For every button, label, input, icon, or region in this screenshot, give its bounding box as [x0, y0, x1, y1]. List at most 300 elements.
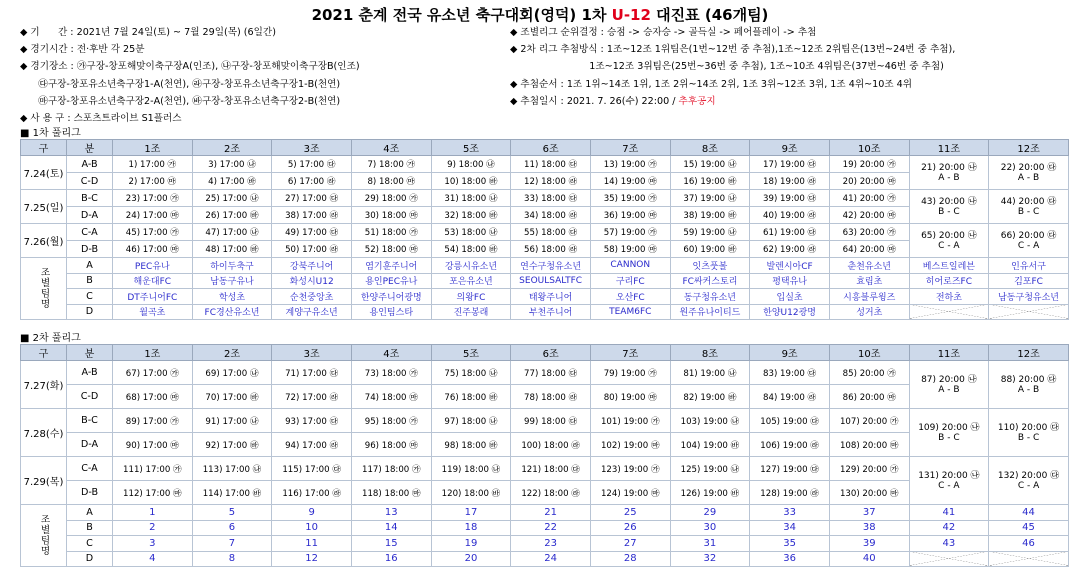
- header-group-2: 2조: [192, 140, 272, 156]
- match-cell: 119) 18:00 ㉯: [431, 457, 511, 481]
- match-cell: 41) 20:00 ㉮: [829, 190, 909, 207]
- slot-number: 12: [272, 551, 352, 567]
- section-stage2-title: ■ 2차 풀리그: [20, 333, 81, 344]
- match-cell: 101) 19:00 ㉮: [590, 409, 670, 433]
- match-cell: 76) 18:00 ㉳: [431, 385, 511, 409]
- match-cell-combined: [909, 409, 989, 457]
- match-cell: 13) 19:00 ㉮: [590, 156, 670, 173]
- header-group-7: 7조: [590, 345, 670, 361]
- match-cell: 8) 18:00 ㉲: [351, 173, 431, 190]
- slot-number: 36: [750, 551, 830, 567]
- slot-row: [21, 520, 1069, 536]
- team-name: 남동구청유소년: [989, 289, 1069, 305]
- match-cell: 63) 20:00 ㉮: [829, 224, 909, 241]
- match-cell-combined: [909, 156, 989, 190]
- header-group-4: 4조: [351, 140, 431, 156]
- info-right: [510, 24, 955, 110]
- match-cell-combined: [989, 409, 1069, 457]
- match-cell: 30) 18:00 ㉲: [351, 207, 431, 224]
- match-cell: 85) 20:00 ㉮: [829, 361, 909, 385]
- team-name: 구리FC: [590, 273, 670, 289]
- match-cell: 98) 18:00 ㉳: [431, 433, 511, 457]
- match-cell: 48) 17:00 ㉳: [192, 241, 272, 258]
- match-cell: 29) 18:00 ㉮: [351, 190, 431, 207]
- stage1-table: [20, 139, 1069, 320]
- info-left: [20, 24, 360, 127]
- match-cell: 86) 20:00 ㉲: [829, 385, 909, 409]
- match-cell: 47) 17:00 ㉯: [192, 224, 272, 241]
- empty-slot: [909, 551, 989, 567]
- team-name: DT주니어FC: [113, 289, 193, 305]
- match-cell: 113) 17:00 ㉯: [192, 457, 272, 481]
- header-group-2: 2조: [192, 345, 272, 361]
- slot-number: 4: [113, 551, 193, 567]
- draw-date-line: [510, 93, 955, 110]
- section-stage1-title: ■ 1차 풀리그: [20, 128, 81, 139]
- slot-number: 32: [670, 551, 750, 567]
- header-gu: 구: [21, 345, 67, 361]
- date-cell: 7.29(목): [21, 457, 67, 505]
- header-group-10: 10조: [829, 345, 909, 361]
- match-cell: 53) 18:00 ㉯: [431, 224, 511, 241]
- match-cell: 32) 18:00 ㉳: [431, 207, 511, 224]
- date-cell: 7.25(일): [21, 190, 67, 224]
- match-time: 65) 20:00 ㉯: [921, 230, 977, 241]
- slot-number: 2: [113, 520, 193, 536]
- match-cell: 37) 19:00 ㉯: [670, 190, 750, 207]
- match-cell: 56) 18:00 ㉱: [511, 241, 591, 258]
- match-row: [21, 156, 1069, 173]
- match-cell-combined: [909, 190, 989, 224]
- slot-number: 31: [670, 536, 750, 552]
- match-cell: 114) 17:00 ㉳: [192, 481, 272, 505]
- team-name: 부천주니어: [511, 304, 591, 320]
- match-cell: 92) 17:00 ㉳: [192, 433, 272, 457]
- match-cell: 4) 17:00 ㉳: [192, 173, 272, 190]
- match-cell: 102) 19:00 ㉲: [590, 433, 670, 457]
- team-name: 김포FC: [989, 273, 1069, 289]
- slot-number: 37: [829, 505, 909, 521]
- match-cell: 125) 19:00 ㉯: [670, 457, 750, 481]
- match-cell: 68) 17:00 ㉲: [113, 385, 193, 409]
- slot-number: 15: [351, 536, 431, 552]
- match-cell: 122) 18:00 ㉱: [511, 481, 591, 505]
- match-cell: 26) 17:00 ㉳: [192, 207, 272, 224]
- match-cell: 124) 19:00 ㉲: [590, 481, 670, 505]
- match-cell: 75) 18:00 ㉯: [431, 361, 511, 385]
- info-line: ㉲구장-창포유소년축구장2-A(천연), ㉳구장-창포유소년축구장2-B(천연): [20, 95, 341, 107]
- date-cell: 7.28(수): [21, 409, 67, 457]
- match-cell: 35) 19:00 ㉮: [590, 190, 670, 207]
- match-cell-combined: [989, 224, 1069, 258]
- stage2-table: [20, 344, 1069, 567]
- slot-number: 45: [989, 520, 1069, 536]
- match-row: [21, 190, 1069, 207]
- pair-cell: D-B: [67, 481, 113, 505]
- match-cell: 11) 18:00 ㉰: [511, 156, 591, 173]
- match-cell: 105) 19:00 ㉰: [750, 409, 830, 433]
- match-cell: 120) 18:00 ㉳: [431, 481, 511, 505]
- match-cell: 42) 20:00 ㉲: [829, 207, 909, 224]
- team-name: 인유서구: [989, 258, 1069, 274]
- slot-number: 39: [829, 536, 909, 552]
- slot-number: 23: [511, 536, 591, 552]
- pair-cell: D-A: [67, 433, 113, 457]
- date-cell: 7.26(월): [21, 224, 67, 258]
- match-cell: 108) 20:00 ㉲: [829, 433, 909, 457]
- match-pair: C - A: [938, 480, 960, 491]
- row-key: C: [67, 536, 113, 552]
- match-pair: A - B: [938, 384, 960, 395]
- row-key: B: [67, 520, 113, 536]
- match-cell: 39) 19:00 ㉰: [750, 190, 830, 207]
- match-cell: 49) 17:00 ㉰: [272, 224, 352, 241]
- match-pair: A - B: [1017, 384, 1040, 395]
- info-line: ◆ 경기장소 : ㉮구장-창포해맞이축구장A(인조), ㉯구장-창포해맞이축구장B(인조): [20, 61, 360, 73]
- match-cell: 93) 17:00 ㉰: [272, 409, 352, 433]
- match-time: 88) 20:00 ㉰: [1000, 374, 1057, 385]
- team-name: SEOULSALTFC: [511, 273, 591, 289]
- team-name: CANNON: [590, 258, 670, 274]
- team-name: 학성초: [192, 289, 272, 305]
- header-group-6: 6조: [511, 345, 591, 361]
- header-group-5: 5조: [431, 140, 511, 156]
- row-key: D: [67, 551, 113, 567]
- match-cell: 5) 17:00 ㉰: [272, 156, 352, 173]
- match-cell: 77) 18:00 ㉰: [511, 361, 591, 385]
- team-name: 베스트일레븐: [909, 258, 989, 274]
- match-cell: 57) 19:00 ㉮: [590, 224, 670, 241]
- team-name: 한양U12광명: [750, 304, 830, 320]
- slot-number: 1: [113, 505, 193, 521]
- match-cell: 61) 19:00 ㉰: [750, 224, 830, 241]
- match-cell: 34) 18:00 ㉱: [511, 207, 591, 224]
- match-cell: 59) 19:00 ㉯: [670, 224, 750, 241]
- team-name: FC경산유소년: [192, 304, 272, 320]
- pair-cell: C-A: [67, 457, 113, 481]
- match-cell-combined: [909, 457, 989, 505]
- slot-number: 28: [590, 551, 670, 567]
- slot-number: 21: [511, 505, 591, 521]
- match-time: 43) 20:00 ㉯: [921, 196, 977, 207]
- match-cell: 54) 18:00 ㉳: [431, 241, 511, 258]
- info-line: ◆ 2차 리그 추첨방식 : 1조~12조 1위팀은(1번~12번 중 추첨),1조~12조 2위팀은(13번~24번 중 추첨),: [510, 44, 956, 56]
- match-cell: 25) 17:00 ㉯: [192, 190, 272, 207]
- title-age-group: U-12: [611, 6, 651, 24]
- empty-slot: [989, 304, 1069, 320]
- header-group-3: 3조: [272, 345, 352, 361]
- match-cell: 81) 19:00 ㉯: [670, 361, 750, 385]
- match-cell: 62) 19:00 ㉱: [750, 241, 830, 258]
- match-cell: 36) 19:00 ㉲: [590, 207, 670, 224]
- slot-number: 17: [431, 505, 511, 521]
- pair-cell: B-C: [67, 190, 113, 207]
- match-cell: 111) 17:00 ㉮: [113, 457, 193, 481]
- slot-number: 33: [750, 505, 830, 521]
- team-name: 포은유소년: [431, 273, 511, 289]
- match-cell: 27) 17:00 ㉰: [272, 190, 352, 207]
- match-cell: 23) 17:00 ㉮: [113, 190, 193, 207]
- match-cell-combined: [909, 361, 989, 409]
- match-cell: 91) 17:00 ㉯: [192, 409, 272, 433]
- match-cell: 31) 18:00 ㉯: [431, 190, 511, 207]
- team-name: TEAM6FC: [590, 304, 670, 320]
- match-cell: 128) 19:00 ㉱: [750, 481, 830, 505]
- match-pair: B - C: [1017, 206, 1040, 217]
- match-cell: 129) 20:00 ㉮: [829, 457, 909, 481]
- match-cell: 38) 17:00 ㉱: [272, 207, 352, 224]
- match-cell: 24) 17:00 ㉲: [113, 207, 193, 224]
- slot-row: [21, 536, 1069, 552]
- match-cell: 79) 19:00 ㉮: [590, 361, 670, 385]
- match-cell: 130) 20:00 ㉲: [829, 481, 909, 505]
- match-cell: 6) 17:00 ㉱: [272, 173, 352, 190]
- slot-number: 30: [670, 520, 750, 536]
- match-cell: 96) 18:00 ㉲: [351, 433, 431, 457]
- team-name: 순천중앙초: [272, 289, 352, 305]
- team-name: 연수구청유소년: [511, 258, 591, 274]
- team-row: [21, 304, 1069, 320]
- match-pair: B - C: [1017, 432, 1040, 443]
- slot-number: 46: [989, 536, 1069, 552]
- pair-cell: D-B: [67, 241, 113, 258]
- team-name: 동구청유소년: [670, 289, 750, 305]
- team-name: 한양주니어광명: [351, 289, 431, 305]
- header-gu: 구: [21, 140, 67, 156]
- match-pair: B - C: [938, 432, 960, 443]
- team-name: 입실초: [750, 289, 830, 305]
- team-name: 화성시U12: [272, 273, 352, 289]
- slot-number: 10: [272, 520, 352, 536]
- match-cell: 60) 19:00 ㉳: [670, 241, 750, 258]
- match-cell: 18) 19:00 ㉱: [750, 173, 830, 190]
- team-name: 하이두축구: [192, 258, 272, 274]
- slot-number: 38: [829, 520, 909, 536]
- match-cell-combined: [989, 190, 1069, 224]
- match-cell: 19) 20:00 ㉮: [829, 156, 909, 173]
- match-pair: C - A: [938, 240, 960, 251]
- row-key: C: [67, 289, 113, 305]
- row-key: B: [67, 273, 113, 289]
- match-cell: 46) 17:00 ㉲: [113, 241, 193, 258]
- slot-number: 7: [192, 536, 272, 552]
- match-cell: 17) 19:00 ㉰: [750, 156, 830, 173]
- team-name: 월곡초: [113, 304, 193, 320]
- header-group-5: 5조: [431, 345, 511, 361]
- header-group-12: 12조: [989, 345, 1069, 361]
- match-cell: 64) 20:00 ㉲: [829, 241, 909, 258]
- match-cell: 107) 20:00 ㉮: [829, 409, 909, 433]
- slot-row: [21, 551, 1069, 567]
- header-group-9: 9조: [750, 345, 830, 361]
- slot-row: [21, 505, 1069, 521]
- page-title: [0, 4, 1080, 25]
- info-line: ◆ 추첨순서 : 1조 1위~14조 1위, 1조 2위~14조 2위, 1조 3위~12조 3위, 1조 4위~10조 4위: [510, 78, 913, 90]
- info-line: ◆ 기 간 : 2021년 7월 24일(토) ~ 7월 29일(목) (6일간): [20, 27, 276, 38]
- slot-number: 41: [909, 505, 989, 521]
- team-name: 오산FC: [590, 289, 670, 305]
- match-cell-combined: [909, 224, 989, 258]
- slot-number: 13: [351, 505, 431, 521]
- slot-number: 42: [909, 520, 989, 536]
- slot-number: 22: [511, 520, 591, 536]
- slot-number: 29: [670, 505, 750, 521]
- match-cell: 127) 19:00 ㉰: [750, 457, 830, 481]
- team-row: [21, 273, 1069, 289]
- match-cell-combined: [989, 156, 1069, 190]
- team-name: 의왕FC: [431, 289, 511, 305]
- team-name: 발렌시아CF: [750, 258, 830, 274]
- match-cell: 10) 18:00 ㉳: [431, 173, 511, 190]
- match-cell: 14) 19:00 ㉲: [590, 173, 670, 190]
- match-cell: 90) 17:00 ㉲: [113, 433, 193, 457]
- pair-cell: D-A: [67, 207, 113, 224]
- match-cell: 33) 18:00 ㉰: [511, 190, 591, 207]
- slot-number: 19: [431, 536, 511, 552]
- match-cell: 55) 18:00 ㉰: [511, 224, 591, 241]
- info-line: ㉰구장-창포유소년축구장1-A(천연), ㉱구장-창포유소년축구장1-B(천연): [20, 78, 341, 90]
- team-name: 효림초: [829, 273, 909, 289]
- match-pair: B - C: [938, 206, 960, 217]
- team-name: 잇츠풋볼: [670, 258, 750, 274]
- match-cell: 16) 19:00 ㉳: [670, 173, 750, 190]
- header-bun: 분: [67, 140, 113, 156]
- header-group-7: 7조: [590, 140, 670, 156]
- match-row: [21, 409, 1069, 433]
- team-name: 남동구유나: [192, 273, 272, 289]
- title-text: 2021 춘계 전국 유소년 축구대회(영덕) 1차: [311, 6, 612, 24]
- match-time: 132) 20:00 ㉰: [997, 470, 1060, 481]
- match-cell: 1) 17:00 ㉮: [113, 156, 193, 173]
- match-cell: 3) 17:00 ㉯: [192, 156, 272, 173]
- match-cell: 71) 17:00 ㉰: [272, 361, 352, 385]
- match-cell: 69) 17:00 ㉯: [192, 361, 272, 385]
- date-cell: 7.27(화): [21, 361, 67, 409]
- match-cell: 83) 19:00 ㉰: [750, 361, 830, 385]
- team-name: 강북주니어: [272, 258, 352, 274]
- draw-date-label: ◆ 추첨일시 : 2021. 7. 26(수) 22:00 /: [510, 95, 679, 107]
- slot-number: 27: [590, 536, 670, 552]
- slot-number: 26: [590, 520, 670, 536]
- group-team-label: 조별팀명: [21, 505, 67, 567]
- match-cell: 67) 17:00 ㉮: [113, 361, 193, 385]
- match-time: 44) 20:00 ㉰: [1000, 196, 1057, 207]
- match-cell: 45) 17:00 ㉮: [113, 224, 193, 241]
- draw-date-note: 추후공지: [678, 95, 716, 107]
- match-pair: A - B: [938, 172, 960, 183]
- match-cell: 100) 18:00 ㉱: [511, 433, 591, 457]
- match-time: 109) 20:00 ㉯: [918, 422, 980, 433]
- header-row: [21, 345, 1069, 361]
- header-group-9: 9조: [750, 140, 830, 156]
- row-key: A: [67, 505, 113, 521]
- header-group-4: 4조: [351, 345, 431, 361]
- team-row: [21, 258, 1069, 274]
- slot-number: 44: [989, 505, 1069, 521]
- slot-number: 8: [192, 551, 272, 567]
- team-name: 강릉시유소년: [431, 258, 511, 274]
- match-cell: 103) 19:00 ㉯: [670, 409, 750, 433]
- pair-cell: C-A: [67, 224, 113, 241]
- team-name: 평택유나: [750, 273, 830, 289]
- pair-cell: C-D: [67, 385, 113, 409]
- header-group-6: 6조: [511, 140, 591, 156]
- info-line: ◆ 경기시간 : 전·후반 각 25분: [20, 44, 145, 56]
- match-cell: 82) 19:00 ㉳: [670, 385, 750, 409]
- row-key: A: [67, 258, 113, 274]
- header-group-8: 8조: [670, 345, 750, 361]
- header-bun: 분: [67, 345, 113, 361]
- match-pair: C - A: [1017, 240, 1040, 251]
- header-group-3: 3조: [272, 140, 352, 156]
- slot-number: 14: [351, 520, 431, 536]
- header-row: [21, 140, 1069, 156]
- match-cell: 80) 19:00 ㉲: [590, 385, 670, 409]
- match-time: 22) 20:00 ㉰: [1000, 162, 1057, 173]
- team-name: 용인PEC유나: [351, 273, 431, 289]
- match-time: 87) 20:00 ㉯: [921, 374, 977, 385]
- match-cell: 126) 19:00 ㉳: [670, 481, 750, 505]
- slot-number: 16: [351, 551, 431, 567]
- match-cell: 40) 19:00 ㉱: [750, 207, 830, 224]
- header-group-1: 1조: [113, 345, 193, 361]
- team-name: 원주유나이티드: [670, 304, 750, 320]
- match-cell: 78) 18:00 ㉱: [511, 385, 591, 409]
- match-cell: 97) 18:00 ㉯: [431, 409, 511, 433]
- header-group-12: 12조: [989, 140, 1069, 156]
- slot-number: 35: [750, 536, 830, 552]
- match-cell-combined: [989, 457, 1069, 505]
- title-suffix: 대진표 (46개팀): [650, 6, 769, 24]
- match-row: [21, 457, 1069, 481]
- team-row: [21, 289, 1069, 305]
- team-name: PEC유나: [113, 258, 193, 274]
- match-cell: 7) 18:00 ㉮: [351, 156, 431, 173]
- slot-number: 18: [431, 520, 511, 536]
- match-cell: 112) 17:00 ㉲: [113, 481, 193, 505]
- match-time: 110) 20:00 ㉰: [997, 422, 1060, 433]
- team-name: 춘천유소년: [829, 258, 909, 274]
- match-cell: 106) 19:00 ㉱: [750, 433, 830, 457]
- pair-cell: C-D: [67, 173, 113, 190]
- match-cell: 104) 19:00 ㉳: [670, 433, 750, 457]
- team-name: FC싸커스토리: [670, 273, 750, 289]
- match-cell: 73) 18:00 ㉮: [351, 361, 431, 385]
- pair-cell: B-C: [67, 409, 113, 433]
- header-group-1: 1조: [113, 140, 193, 156]
- match-cell: 9) 18:00 ㉯: [431, 156, 511, 173]
- match-row: [21, 224, 1069, 241]
- slot-number: 11: [272, 536, 352, 552]
- match-cell: 38) 19:00 ㉳: [670, 207, 750, 224]
- info-line: ◆ 조별리그 순위결정 : 승점 -> 승자승 -> 골득실 -> 페어플레이 -> 추첨: [510, 27, 817, 38]
- slot-number: 24: [511, 551, 591, 567]
- slot-number: 6: [192, 520, 272, 536]
- match-cell: 15) 19:00 ㉯: [670, 156, 750, 173]
- match-cell: 123) 19:00 ㉮: [590, 457, 670, 481]
- match-cell-combined: [989, 361, 1069, 409]
- match-cell: 121) 18:00 ㉰: [511, 457, 591, 481]
- match-cell: 20) 20:00 ㉲: [829, 173, 909, 190]
- empty-slot: [989, 551, 1069, 567]
- team-name: 해운대FC: [113, 273, 193, 289]
- team-name: 전하초: [909, 289, 989, 305]
- team-name: 성거초: [829, 304, 909, 320]
- slot-number: 25: [590, 505, 670, 521]
- team-name: 용인팀스타: [351, 304, 431, 320]
- match-cell: 94) 17:00 ㉱: [272, 433, 352, 457]
- slot-number: 43: [909, 536, 989, 552]
